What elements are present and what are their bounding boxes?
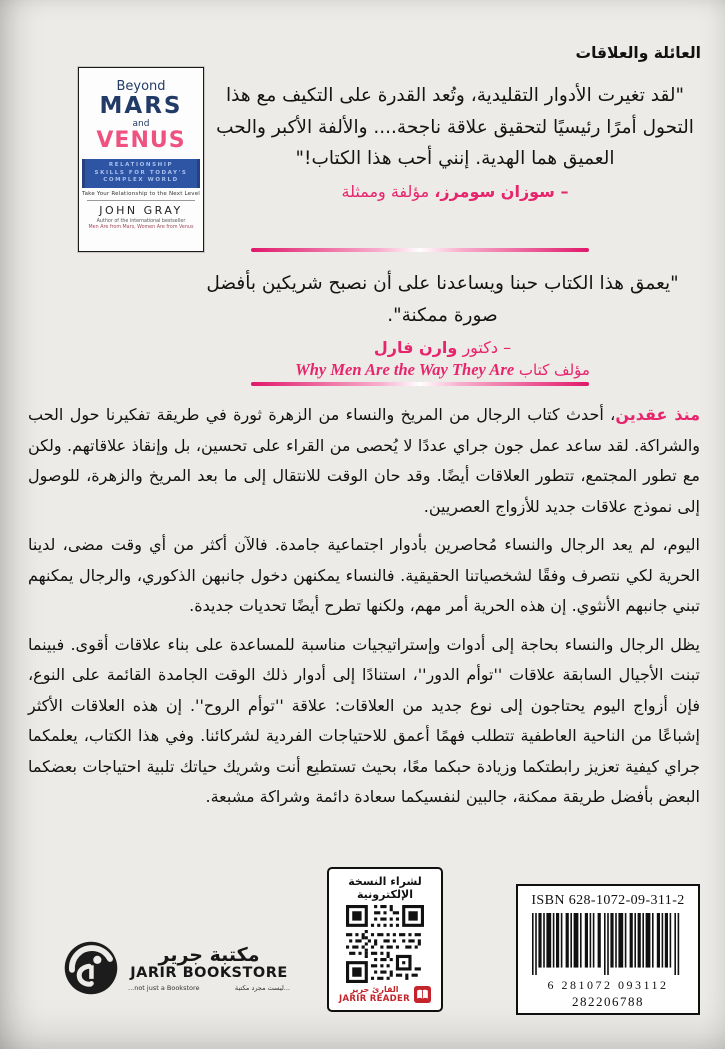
jarir-reader-label-arabic: القارئ جرير xyxy=(350,985,399,994)
cover-ribbon xyxy=(82,159,200,188)
ribbon-line-2: SKILLS FOR TODAY'S xyxy=(94,169,188,176)
cover-divider xyxy=(87,200,195,201)
ebook-qr-panel xyxy=(327,867,443,1012)
quote-1 xyxy=(205,80,705,201)
barcode-bars-icon xyxy=(532,913,684,975)
back-cover-body-text xyxy=(28,400,700,821)
cover-title-beyond: Beyond xyxy=(116,79,166,94)
jarir-reader-book-icon xyxy=(414,986,431,1003)
ebook-label-line-1: لشراء النسخة xyxy=(348,875,422,888)
bookstore-tagline-english: ...not just a Bookstore xyxy=(128,983,200,992)
category-label: العائلة والعلاقات xyxy=(575,44,701,62)
quote-2-note-arabic: مؤلف كتاب xyxy=(518,361,590,379)
paragraph-3: يظل الرجال والنساء بحاجة إلى أدوات وإستراتيجيات مناسبة للمساعدة على بناء علاقات أقوى. فبينما تبنت الأجيال السابقة علاقات ''توأم الدور''، استنادًا إلى أدوار ذلك الوقت الجامدة القائمة على النوع، فإن أزواج اليوم يحتاجون إلى نوع جديد من العلاقات: علاقة ''توأم الروح''. إن هذه العلاقات الأكثر إشباعًا من الناحية العاطفية تتطلب فهمًا أعمق للاحتياجات الفردية لشركائنا. وفي هذا الكتاب، يعلمكما جراي كيفية تعزيز رابطتكما وزيادة حبكما معًا، بحيث تستطيع أنت وشريك حياتك تلبية احتياجات بعضكما البعض بأفضل طريقة ممكنة، جالبين لنفسيكما سعادة دائمة وشراكة مشبعة. xyxy=(28,634,700,806)
jarir-reader-label-english: JARIR READER xyxy=(339,994,410,1004)
quote-2-attribution xyxy=(185,338,700,357)
jarir-logo-text xyxy=(128,945,290,992)
paragraph-1-lead: منذ عقدين xyxy=(615,405,701,424)
quote-2-attribution-prefix: – دكتور xyxy=(462,338,512,357)
quote-divider-1 xyxy=(251,248,589,252)
barcode-number: 282206788 xyxy=(572,994,644,1009)
qr-code-icon xyxy=(346,905,424,983)
ebook-label-line-2: الإلكترونية xyxy=(357,888,413,901)
quote-1-attribution-name: – سوزان سومرز، xyxy=(434,181,569,201)
quote-2-attribution-note xyxy=(185,360,700,380)
front-cover-thumbnail xyxy=(78,67,204,252)
cover-title-and: and xyxy=(132,119,150,129)
paragraph-1 xyxy=(28,400,700,522)
cover-title-mars: MARS xyxy=(99,93,183,119)
ebook-label xyxy=(334,875,436,901)
quote-2-text: "يعمق هذا الكتاب حبنا ويساعدنا على أن نصبح شريكين بأفضل صورة ممكنة". xyxy=(206,273,679,326)
bookstore-name-english: JARIR BOOKSTORE xyxy=(130,964,288,981)
bookstore-taglines xyxy=(128,984,290,992)
jarir-reader-logo xyxy=(334,985,436,1004)
cover-tagline: Take Your Relationship to the Next Level xyxy=(81,190,201,197)
cover-author-note: Author of the international bestseller xyxy=(96,218,186,224)
ribbon-line-3: COMPLEX WORLD xyxy=(103,177,179,183)
ribbon-line-1: RELATIONSHIP xyxy=(108,162,174,168)
quote-1-text: "لقد تغيرت الأدوار التقليدية، وتُعد القدرة على التكيف مع هذا التحول أمرًا رئيسيًا لتحقيق علاقة ناجحة.... والألفة الأكبر والحب العميق هما الهدية. إنني أحب هذا الكتاب!" xyxy=(216,85,694,169)
isbn-number: ISBN 628-1072-09-311-2 xyxy=(531,893,685,908)
quote-1-attribution xyxy=(205,182,705,201)
bookstore-tagline-arabic: ...ليست مجرد مكتبة xyxy=(234,983,290,992)
jarir-logo-icon xyxy=(62,939,120,997)
cover-author-book: Men Are from Mars, Women Are from Venus xyxy=(88,224,194,230)
isbn-barcode-panel xyxy=(516,884,700,1015)
paragraph-2: اليوم، لم يعد الرجال والنساء مُحاصرين بأدوار اجتماعية جامدة. فالآن أكثر من أي وقت مضى، لدينا الحرية لكي نتصرف وفقًا لشخصياتنا الحقيقية. فالنساء يمكنهن دخول جانبهن الذكوري، والرجال يمكنهم تبني جانبهم الأنثوي. إن هذه الحرية أمر مهم، ولكنها تطرح أيضًا تحديات جديدة. xyxy=(28,535,700,615)
cover-author: JOHN GRAY xyxy=(99,203,183,217)
quote-1-attribution-role: مؤلفة وممثلة xyxy=(341,181,430,201)
quote-2-attribution-name: وارن فارل xyxy=(373,338,458,357)
jarir-bookstore-logo xyxy=(62,939,290,997)
quote-2-note-book-title: Why Men Are the Way They Are xyxy=(295,360,515,379)
barcode-digits: 6 281072 093112 xyxy=(547,978,669,992)
bookstore-name-arabic: مكتبة جرير xyxy=(158,943,260,966)
quote-2 xyxy=(185,268,700,380)
quote-divider-2 xyxy=(251,382,589,386)
jarir-reader-labels xyxy=(339,985,410,1004)
cover-title-venus: VENUS xyxy=(96,128,186,153)
paragraph-1-rest: ، أحدث كتاب الرجال من المريخ والنساء من الزهرة ثورة في طريقة تفكيرنا حول الحب والشراكة. لقد ساعد عمل جون جراي عددًا لا يُحصى من القراء على تحسين، بل وإنقاذ علاقاتهم. ولكن مع تطور المجتمع، تتطور العلاقات أيضًا. وقد حان الوقت للانتقال إلى ما بعد المريخ والزهرة، للوصول إلى نموذج علاقات جديد للأزواج العصريين. xyxy=(28,405,700,516)
